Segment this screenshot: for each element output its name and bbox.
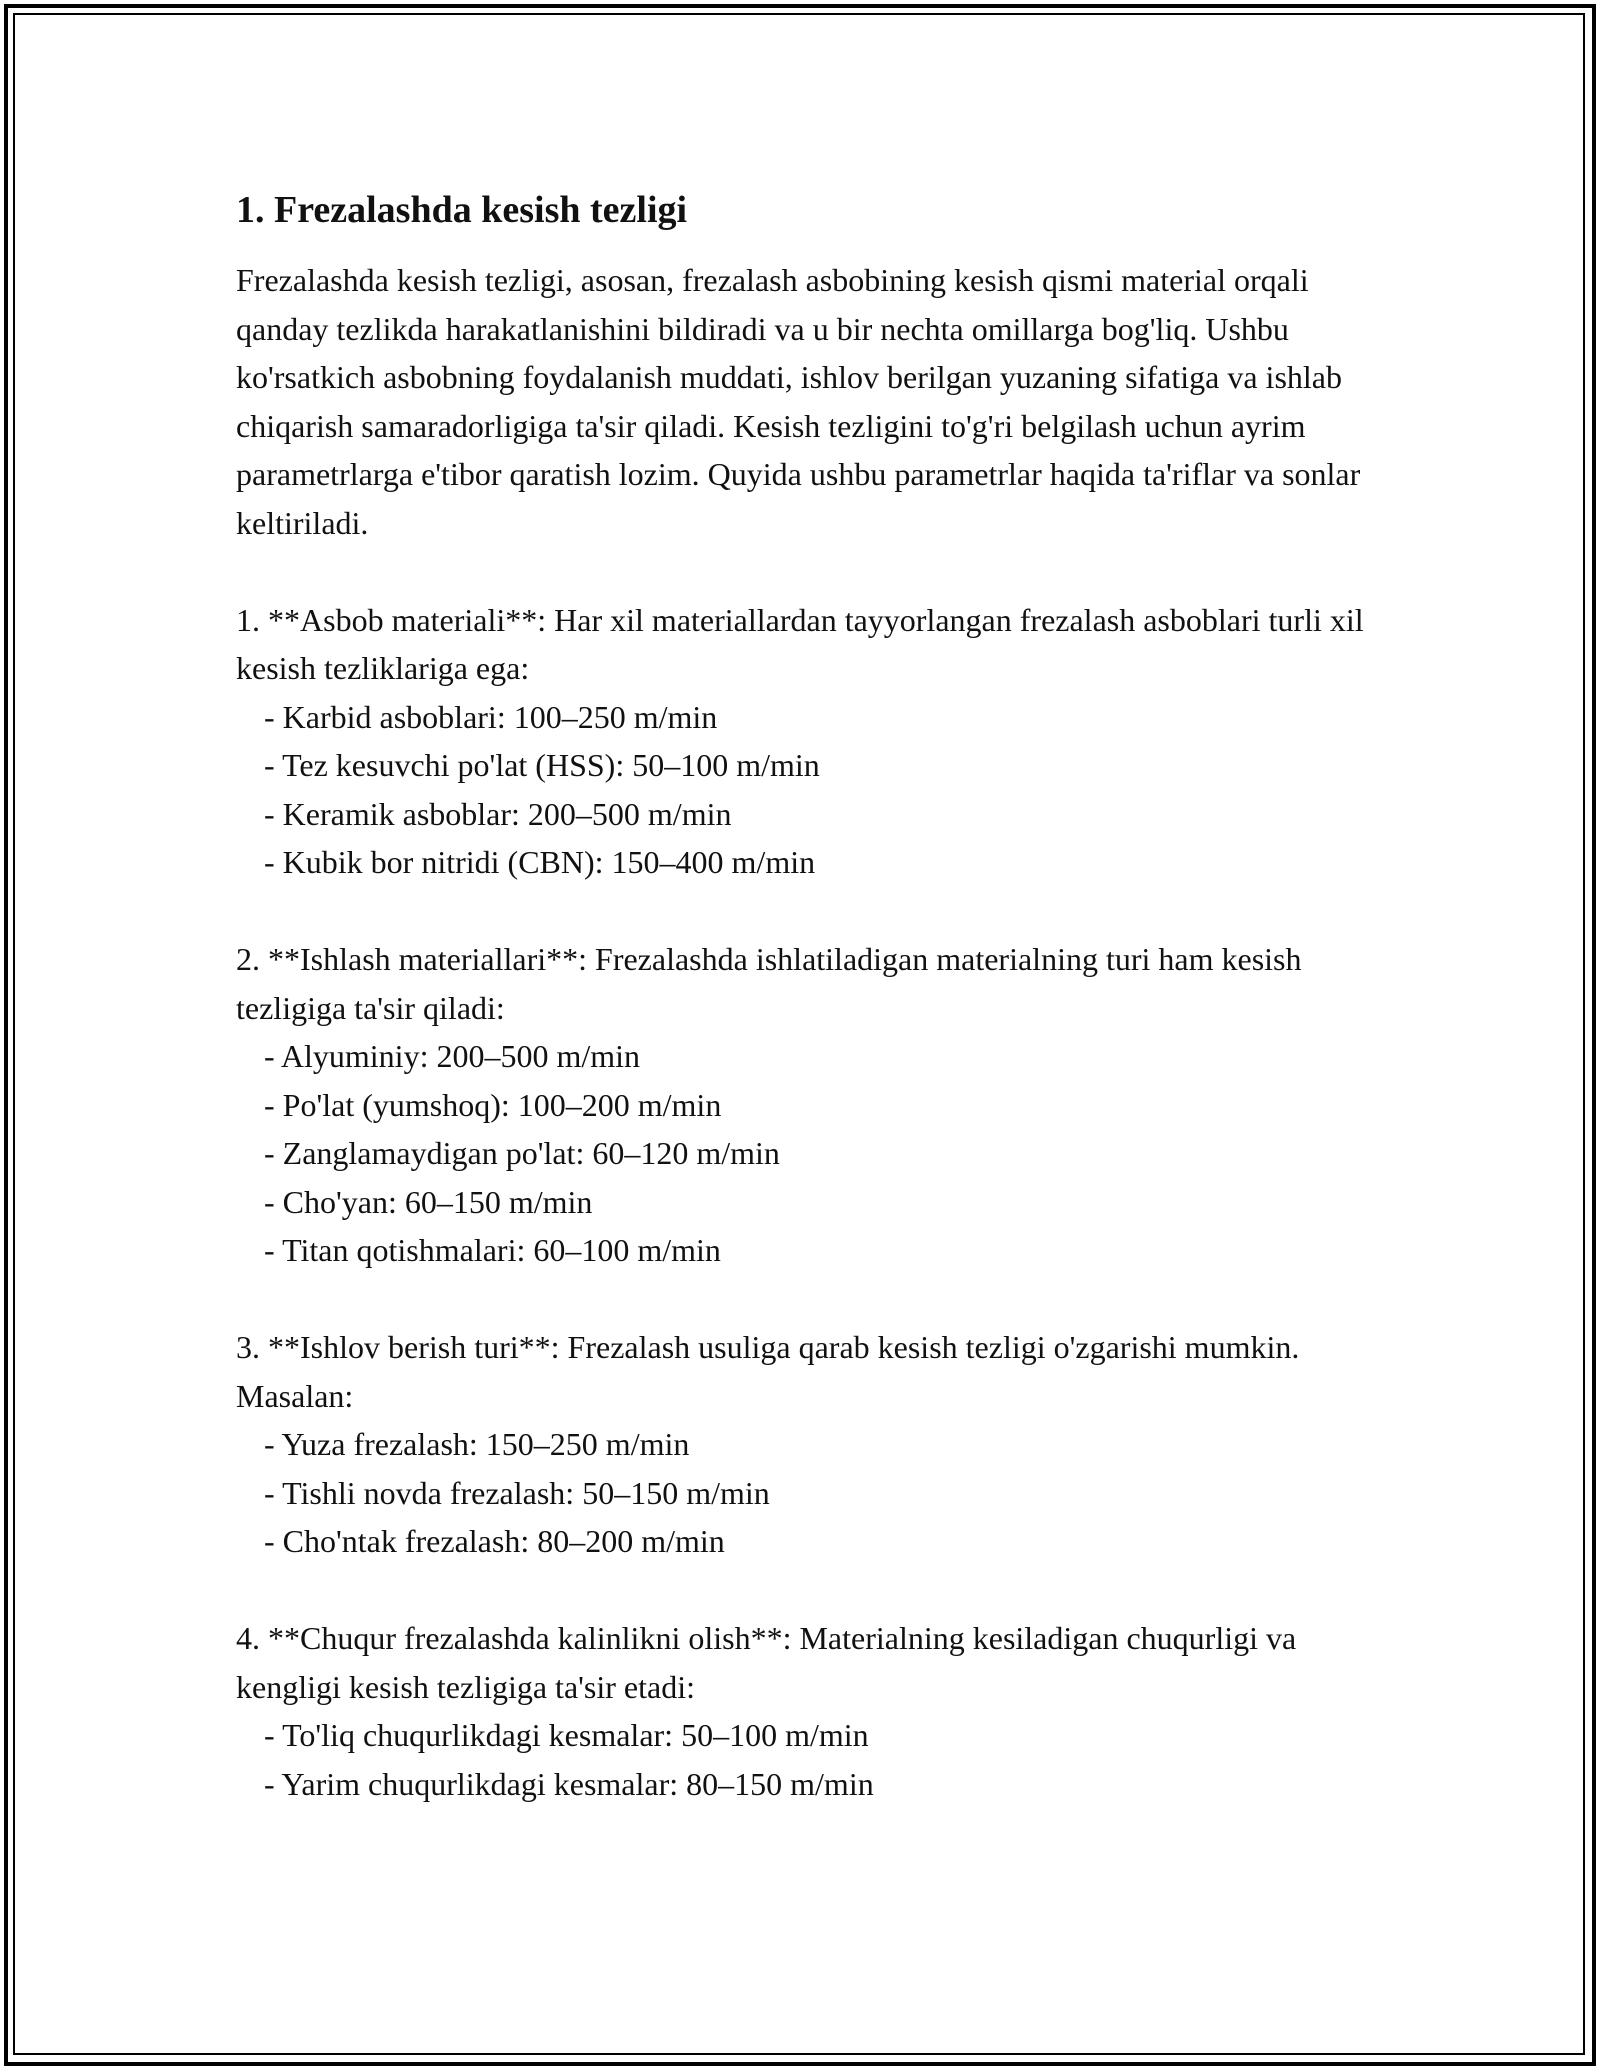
speed-list: [236, 1711, 1376, 1808]
section-machining-type: [236, 1323, 1376, 1566]
section-tool-material: [236, 596, 1376, 887]
section-heading: 3. **Ishlov berish turi**: Frezalash usuliga qarab kesish tezligi o'zgarishi mumkin. Masalan:: [236, 1329, 1300, 1414]
list-item: - Tez kesuvchi po'lat (HSS): 50–100 m/min: [264, 747, 820, 783]
list-item: - Cho'ntak frezalash: 80–200 m/min: [264, 1523, 725, 1559]
list-item: - Keramik asboblar: 200–500 m/min: [264, 795, 732, 832]
section-heading: 4. **Chuqur frezalashda kalinlikni olish**: Materialning kesiladigan chuqurligi va kengligi kesish tezligiga ta'sir etadi:: [236, 1620, 1297, 1705]
section-heading: 1. **Asbob materiali**: Har xil materiallardan tayyorlangan frezalash asboblari turli xil kesish tezliklariga ega:: [236, 601, 1364, 686]
section-heading: 2. **Ishlash materiallari**: Frezalashda ishlatiladigan materialning turi ham kesish tezligiga ta'sir qiladi:: [236, 941, 1302, 1026]
list-item: - Karbid asboblari: 100–250 m/min: [264, 698, 718, 735]
list-item: - To'liq chuqurlikdagi kesmalar: 50–100 m/min: [264, 1717, 869, 1753]
intro-paragraph: Frezalashda kesish tezligi, asosan, frezalash asbobining kesish qismi material orqali qanday tezlikda harakatlanishini bildiradi va u bir nechta omillarga bog'liq. Ushbu ko'rsatkich asbobning foydalanish muddati, ishlov berilgan yuzaning sifatiga va ishlab chiqarish samaradorligiga ta'sir qiladi. Kesish tezligini to'g'ri belgilash uchun ayrim parametrlarga e'tibor qaratish lozim. Quyida ushbu parametrlar haqida ta'riflar va sonlar keltiriladi.: [236, 262, 1361, 541]
list-item: - Alyuminiy: 200–500 m/min: [264, 1038, 641, 1074]
list-item: - Cho'yan: 60–150 m/min: [264, 1183, 593, 1220]
speed-list: [236, 1032, 1376, 1275]
section-depth-of-cut: [236, 1614, 1376, 1808]
list-item: - Zanglamaydigan po'lat: 60–120 m/min: [264, 1135, 780, 1171]
speed-list: [236, 1420, 1376, 1566]
list-item: - Yarim chuqurlikdagi kesmalar: 80–150 m/min: [264, 1765, 874, 1802]
speed-list: [236, 693, 1376, 887]
list-item: - Tishli novda frezalash: 50–150 m/min: [264, 1474, 770, 1511]
list-item: - Titan qotishmalari: 60–100 m/min: [264, 1232, 721, 1268]
document-body: [236, 186, 1376, 1808]
list-item: - Po'lat (yumshoq): 100–200 m/min: [264, 1086, 722, 1123]
section-work-materials: [236, 935, 1376, 1275]
list-item: - Yuza frezalash: 150–250 m/min: [264, 1426, 690, 1462]
document-title: 1. Frezalashda kesish tezligi: [236, 189, 688, 231]
list-item: - Kubik bor nitridi (CBN): 150–400 m/min: [264, 844, 816, 880]
